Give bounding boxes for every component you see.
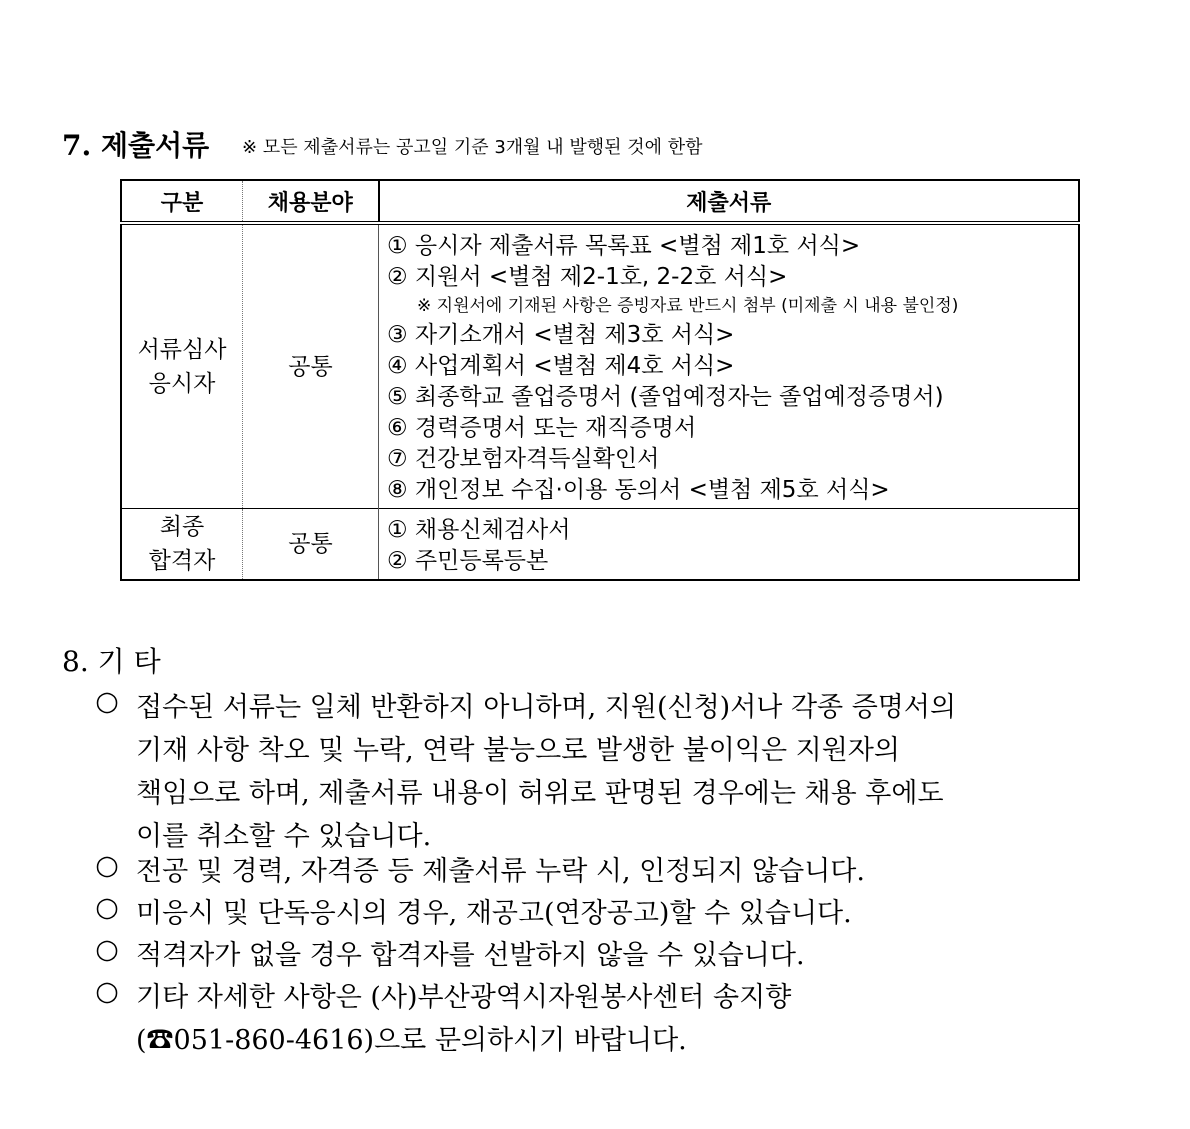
row-field: 공통 [243, 509, 379, 581]
document-item: ⑤ 최종학교 졸업증명서 (졸업예정자는 졸업예정증명서) [387, 384, 944, 410]
notice-text: 적격자가 없을 경우 합격자를 선발하지 않을 수 있습니다. [136, 940, 805, 971]
document-item: ① 응시자 제출서류 목록표 <별첨 제1호 서식> [387, 233, 861, 259]
section7-title: 7. 제출서류 [62, 129, 210, 162]
table-header-row [121, 180, 1079, 223]
document-item: ② 지원서 <별첨 제2-1호, 2-2호 서식> [387, 264, 788, 290]
header-field: 채용분야 [243, 180, 379, 223]
notice-paragraph [92, 976, 1092, 1062]
document-item: ⑥ 경력증명서 또는 재직증명서 [387, 415, 697, 441]
row-documents [379, 509, 1080, 581]
notice-text: 미응시 및 단독응시의 경우, 재공고(연장공고)할 수 있습니다. [136, 898, 852, 929]
section8-title: 8. 기 타 [62, 645, 161, 678]
document-item: ⑦ 건강보험자격득실확인서 [387, 446, 660, 472]
section7-note: ※ 모든 제출서류는 공고일 기준 3개월 내 발행된 것에 한함 [242, 137, 703, 158]
notice-paragraph [92, 686, 1092, 858]
row-documents [379, 223, 1080, 509]
row-category: 서류심사 응시자 [121, 223, 243, 509]
document-item: ③ 자기소개서 <별첨 제3호 서식> [387, 322, 735, 348]
circle-bullet-icon: ○ [95, 850, 119, 881]
document-item: ① 채용신체검사서 [387, 517, 571, 543]
notice-text: 기타 자세한 사항은 (사)부산광역시자원봉사센터 송지향 (☎051-860-4616)으로 문의하시기 바랍니다. [136, 982, 792, 1056]
document-item: ② 주민등록등본 [387, 548, 549, 574]
notice-paragraph [92, 850, 1092, 893]
documents-table [120, 179, 1080, 581]
notice-text: 전공 및 경력, 자격증 등 제출서류 누락 시, 인정되지 않습니다. [136, 856, 865, 887]
row-category: 최종 합격자 [121, 509, 243, 581]
circle-bullet-icon: ○ [95, 976, 119, 1007]
table-row [121, 223, 1079, 509]
header-category: 구분 [121, 180, 243, 223]
table-row [121, 509, 1079, 581]
circle-bullet-icon: ○ [95, 686, 119, 717]
document-sub-note: ※ 지원서에 기재된 사항은 증빙자료 반드시 첨부 (미제출 시 내용 불인정) [417, 296, 959, 316]
notice-paragraph [92, 934, 1092, 977]
circle-bullet-icon: ○ [95, 892, 119, 923]
header-documents: 제출서류 [379, 180, 1080, 223]
document-item: ⑧ 개인정보 수집·이용 동의서 <별첨 제5호 서식> [387, 477, 890, 503]
row-field: 공통 [243, 223, 379, 509]
circle-bullet-icon: ○ [95, 934, 119, 965]
document-item: ④ 사업계획서 <별첨 제4호 서식> [387, 353, 735, 379]
notice-paragraph [92, 892, 1092, 935]
notice-text: 접수된 서류는 일체 반환하지 아니하며, 지원(신청)서나 각종 증명서의 기재 사항 착오 및 누락, 연락 불능으로 발생한 불이익은 지원자의 책임으로 하며, 제출서류 내용이 허위로 판명된 경우에는 채용 후에도 이를 취소할 수 있습니다. [136, 692, 957, 852]
